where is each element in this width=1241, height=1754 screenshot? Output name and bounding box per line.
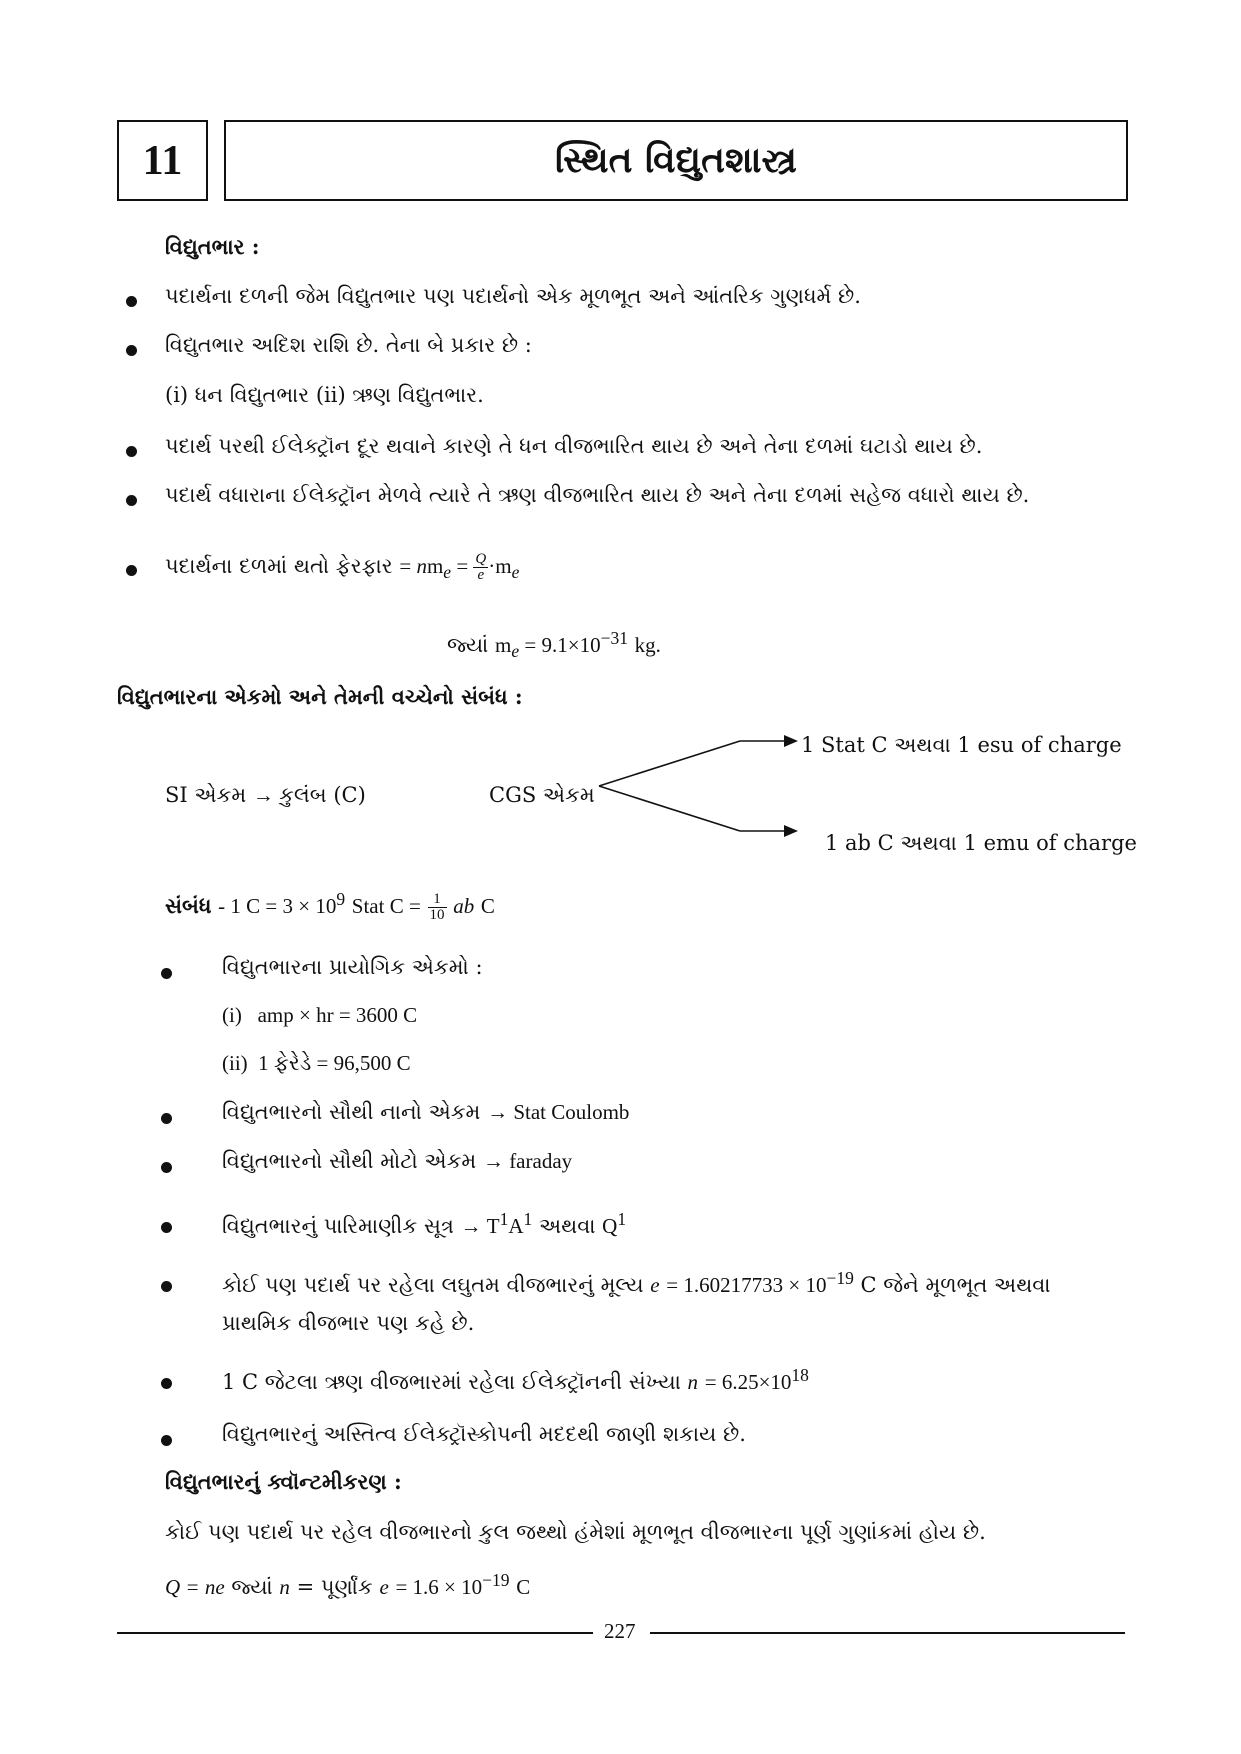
electron-count-text: 1 C જેટલા ઋણ વીજભારમાં રહેલા ઈલેક્ટ્રૉનની સંખ્યા (222, 1370, 681, 1394)
footer-rule-left (117, 1632, 593, 1634)
quant-where: જ્યાં (231, 1575, 273, 1599)
practical-unit-i: (i) amp × hr = 3600 C (222, 1003, 418, 1027)
electroscope-text: વિદ્યુતભારનું અસ્તિત્વ ઈલેક્ટ્રૉસ્કોપની મદદથી જાણી શકાય છે. (222, 1422, 746, 1446)
smallest-unit-label: વિદ્યુતભારનો સૌથી નાનો એકમ (222, 1100, 481, 1124)
elementary-exponent: −19 (826, 1268, 854, 1288)
mass-change-text: પદાર્થના દળમાં થતો ફેરફાર (165, 554, 393, 578)
si-unit-value: કુલંબ (C) (279, 783, 366, 807)
fraction-numerator: 1 (428, 892, 447, 908)
chapter-title: સ્થિત વિદ્યુતશાસ્ત્ર (224, 120, 1128, 201)
quantization-text: કોઈ પણ પદાર્થ પર રહેલ વીજભારનો કુલ જથ્થો હંમેશાં મૂળભૂત વીજભારના પૂર્ણ ગુણાંકમાં હોય છે. (165, 1520, 986, 1544)
electron-count-value: = 6.25×10 (704, 1370, 792, 1394)
si-unit-label: SI એકમ (165, 783, 247, 807)
bullet-icon (126, 446, 137, 457)
largest-unit-value: faraday (509, 1149, 573, 1173)
smallest-unit-row (222, 1100, 629, 1125)
arrow-icon: → (487, 1100, 514, 1124)
cgs-branch-arrows (595, 730, 805, 842)
bullet-text: પદાર્થ વધારાના ઈલેક્ટ્રૉન મેળવે ત્યારે તે ઋણ વીજભારિત થાય છે અને તેના દળમાં સહેજ વધારો થાય છે. (165, 483, 1030, 507)
relation-label: સંબંધ (165, 893, 212, 918)
practical-unit-ii: (ii) 1 ફેરેડે = 96,500 C (222, 1051, 411, 1075)
relation-row (165, 889, 495, 923)
chapter-number: 11 (117, 120, 208, 201)
arrow-icon: → (252, 783, 280, 807)
quant-n: = પૂર્ણાંક (296, 1575, 373, 1599)
elementary-text-3: પ્રાથમિક વીજભાર પણ કહે છે. (222, 1311, 475, 1335)
bullet-icon (161, 1281, 172, 1292)
bullet-icon (126, 345, 137, 356)
me-exponent: −31 (600, 628, 628, 648)
electron-count-row: 1 C જેટલા ઋણ વીજભારમાં રહેલા ઈલેક્ટ્રૉનની સંખ્યા $n = 6.25\times 10^{18}$ (222, 1365, 809, 1394)
cgs-branch-ab: 1 ab C અથવા 1 emu of charge (825, 831, 1137, 855)
bullet-icon (161, 968, 172, 979)
bullet-icon (161, 1113, 172, 1124)
mass-change-formula: પદાર્થના દળમાં થતો ફેરફાર = $nm_e$ = $\frac{Q}{e}$ $\cdot m_e$ (165, 551, 520, 583)
q-over-e-fraction: $\frac{Q}{e}$ (475, 551, 487, 583)
where-label: જ્યાં (447, 633, 489, 657)
quant-e-exponent: −19 (482, 1570, 510, 1590)
me-value: 9.1×10 (541, 633, 601, 657)
dimension-or: અથવા (538, 1214, 596, 1238)
si-unit-row (165, 783, 366, 808)
quant-e-unit: C (516, 1575, 531, 1599)
smallest-unit-value: Stat Coulomb (513, 1100, 630, 1124)
bullet-icon (161, 1162, 172, 1173)
bullet-text: વિદ્યુતભાર અદિશ રાશિ છે. તેના બે પ્રકાર છે : (165, 333, 532, 357)
fraction-denominator: 10 (429, 907, 445, 923)
dimension-row: વિદ્યુતભારનું પારિમાણીક સૂત્ર → $T^1A^1$ અથવા $Q^1$ (222, 1209, 627, 1238)
me-unit: kg. (634, 633, 661, 657)
charge-types: (i) ધન વિદ્યુતભાર (ii) ઋણ વિદ્યુતભાર. (165, 383, 484, 407)
elementary-charge-row: કોઈ પણ પદાર્થ પર રહેલા લઘુતમ વીજભારનું મૂલ્ય $e = 1.60217733 \times 10^{-19}$ C જેને મૂળભૂત અથવા (222, 1268, 1051, 1297)
bullet-icon (161, 1378, 172, 1389)
footer-rule-right (650, 1632, 1125, 1634)
relation-part3: ab (453, 894, 475, 918)
cgs-branch-stat: 1 Stat C અથવા 1 esu of charge (801, 733, 1122, 757)
quantization-heading: વિદ્યુતભારનું ક્વૉન્ટમીકરણ : (165, 1469, 402, 1494)
quant-e: = 1.6 × 10 (395, 1575, 483, 1599)
electron-count-exponent: 18 (791, 1365, 809, 1385)
elementary-text: કોઈ પણ પદાર્થ પર રહેલા લઘુતમ વીજભારનું મૂલ્ય (222, 1273, 644, 1297)
electron-mass: જ્યાં $m_e = 9.1\times 10^{-31}$ kg. (447, 628, 661, 662)
quant-lhs: Q = ne (165, 1575, 225, 1599)
largest-unit-row (222, 1149, 572, 1174)
quantization-equation: Q = ne જ્યાં n = પૂર્ણાંક $e = 1.6 \times 10^{-19}$ C (165, 1570, 531, 1599)
bullet-icon (126, 495, 137, 506)
bullet-icon (161, 1435, 172, 1446)
relation-part2: Stat C = (351, 894, 421, 918)
bullet-icon (126, 565, 137, 576)
elementary-text-2: C જેને મૂળભૂત અથવા (860, 1273, 1051, 1297)
bullet-text: પદાર્થના દળની જેમ વિદ્યુતભાર પણ પદાર્થનો એક મૂળભૂત અને આંતરિક ગુણધર્મ છે. (165, 284, 861, 308)
relation-fraction (428, 892, 447, 923)
charge-heading: વિદ્યુતભાર : (165, 234, 260, 259)
practical-units-heading: વિદ્યુતભારના પ્રાયોગિક એકમો : (222, 955, 483, 979)
bullet-icon (161, 1222, 172, 1233)
largest-unit-label: વિદ્યુતભારનો સૌથી મોટો એકમ (222, 1149, 477, 1173)
arrow-icon: → (482, 1149, 510, 1173)
units-heading: વિદ્યુતભારના એકમો અને તેમની વચ્ચેનો સંબંધ : (117, 684, 523, 709)
bullet-text: પદાર્થ પરથી ઈલેક્ટ્રૉન દૂર થવાને કારણે તે ધન વીજભારિત થાય છે અને તેના દળમાં ઘટાડો થાય છે. (165, 434, 983, 458)
page-number: 227 (604, 1619, 636, 1643)
relation-part4: C (480, 894, 495, 918)
relation-exponent: 9 (336, 889, 346, 909)
arrow-icon: → (460, 1214, 487, 1238)
bullet-icon (126, 296, 137, 307)
relation-part1: - 1 C = 3 × 10 (218, 894, 337, 918)
elementary-value: = 1.60217733 × 10 (666, 1273, 827, 1297)
cgs-unit-label: CGS એકમ (489, 783, 595, 807)
dimension-label: વિદ્યુતભારનું પારિમાણીક સૂત્ર (222, 1214, 454, 1238)
